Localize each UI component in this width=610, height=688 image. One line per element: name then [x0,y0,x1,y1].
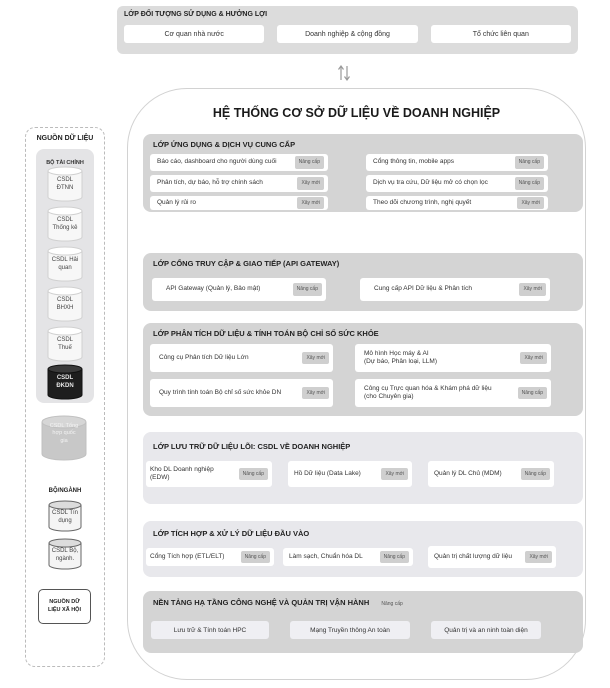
platform-item-network: Mạng Truyền thông An toàn [290,621,410,639]
integration-layer [143,521,583,577]
app-item-label: Theo dõi chương trình, nghị quyết [373,198,472,206]
analytics-layer-title: LỚP PHÂN TÍCH DỮ LIỆU & TÍNH TOÁN BỘ CHỈ SỐ SỨC KHỎE [153,329,379,338]
storage-layer [143,432,583,504]
db-label-line2: ĐTNN [56,185,74,192]
db-label-line1: CSDL [56,337,73,343]
highlighted-db-cylinder [47,364,83,400]
upgrade-badge: Nâng cấp [295,156,324,168]
finance-db-cylinder [47,206,83,242]
gateway-item-label: Cung cấp API Dữ liệu & Phân tích [374,285,472,293]
integration-item-label: Làm sạch, Chuẩn hóa DL [289,552,363,560]
storage-item [146,461,272,487]
analytics-item-label: Công cụ Trực quan hóa & Khám phá dữ liệu [364,384,492,392]
social-data-source [38,589,91,624]
db-label-line2: Thống kê [52,225,78,232]
app-item-label: Phân tích, dự báo, hỗ trợ chính sách [157,179,263,187]
platform-layer-title [153,598,403,607]
upgrade-badge: Nâng cấp [521,468,550,480]
platform-layer-title-text: NỀN TẢNG HẠ TẦNG CÔNG NGHỆ VÀ QUẢN TRỊ VẬN HÀNH [153,598,370,607]
platform-layer [143,591,583,653]
beneficiary-layer [117,6,578,54]
app-item [366,154,548,171]
new-badge: Xây mới [520,352,547,364]
db-label-line1: CSDL [56,177,73,183]
db-label [47,256,83,272]
upgrade-badge: Nâng cấp [381,601,403,607]
analytics-item-sublabel: (Dự báo, Phân loại, LLM) [364,358,437,365]
analytics-item-label: Quy trình tính toán Bộ chỉ số sức khỏe DN [159,388,282,396]
storage-item-label-group [150,466,236,482]
db-label [48,547,82,563]
db-label-line2: Thuế [58,345,72,352]
upgrade-badge: Nâng cấp [518,387,547,399]
db-label [48,509,82,525]
data-sources-title: NGUỒN DỮ LIỆU [36,135,94,142]
db-label-line1: CSDL [56,297,73,303]
app-item [366,175,548,192]
db-label-line2: dụng [58,518,72,525]
app-item-label: Cổng thông tin, mobile apps [373,158,454,166]
integration-item-label: Quản trị chất lượng dữ liệu [434,552,513,560]
app-item-label: Dịch vụ tra cứu, Dữ liệu mở có chọn lọc [373,179,488,187]
app-item [150,175,328,192]
gateway-item-label: API Gateway (Quản lý, Bảo mật) [166,285,261,293]
db-label-line2: BHXH [56,305,74,312]
db-label-line1: CSDL [56,375,74,381]
sectors-title: BỘ/NGÀNH [48,488,82,494]
analytics-item-label: Mô hình Học máy & AI [364,349,429,357]
upgrade-badge: Nâng cấp [515,156,544,168]
ministry-finance-title: BỘ TÀI CHÍNH [46,160,84,166]
db-label [47,336,83,352]
sector-db-cylinder [48,538,82,570]
beneficiary-organizations: Tổ chức liên quan [431,25,571,43]
platform-item-hpc: Lưu trữ & Tính toán HPC [151,621,269,639]
db-label [47,296,83,312]
system-title: HỆ THỐNG CƠ SỞ DỮ LIỆU VỀ DOANH NGHIỆP [212,106,501,120]
upgrade-badge: Nâng cấp [293,283,322,295]
platform-item-security: Quản trị và an ninh toàn diện [431,621,541,639]
integration-item [146,548,274,566]
national-db-line2: hợp quốc [52,430,76,437]
new-badge: Xây mới [302,387,329,399]
social-data-label [48,599,81,614]
new-badge: Xây mới [519,283,546,295]
beneficiary-businesses: Doanh nghiệp & cộng đồng [277,25,417,43]
integration-item-label: Cổng Tích hợp (ETL/ELT) [150,552,225,560]
analytics-item-label-group [364,385,515,401]
db-label [47,176,83,192]
new-badge: Xây mới [525,551,552,563]
new-badge: Xây mới [297,197,324,209]
national-db-label [41,423,87,445]
beneficiary-layer-title: LỚP ĐỐI TƯỢNG SỬ DỤNG & HƯỞNG LỢI [124,11,268,18]
integration-item [428,546,556,568]
upgrade-badge: Nâng cấp [241,551,270,563]
db-label-line1: CSDL [56,217,73,223]
analytics-item [355,344,551,372]
gateway-item [360,278,550,301]
analytics-item [150,379,333,407]
sector-db-cylinder [48,500,82,532]
db-label-line1: CSDL Tín [51,510,78,516]
national-db-cylinder [41,415,87,461]
new-badge: Xây mới [302,352,329,364]
db-label-line1: CSDL Hải [51,257,79,263]
app-item [150,154,328,171]
beneficiary-state-agencies: Cơ quan nhà nước [124,25,264,43]
analytics-item-label: Công cụ Phân tích Dữ liệu Lớn [159,353,249,361]
social-line2: LIỆU XÃ HỘI [47,606,81,613]
db-label [47,374,83,390]
storage-item-label: Kho DL Doanh nghiệp [150,465,214,473]
gateway-item [152,278,326,301]
new-badge: Xây mới [297,177,324,189]
app-layer [143,134,583,212]
db-label-line2: ngành. [55,556,75,563]
db-label-line2: quan [58,265,72,272]
national-db-line1: CSDL Tổng [49,423,79,429]
storage-item [428,461,554,487]
storage-item [288,461,412,487]
bidirectional-arrow-icon [334,63,354,83]
storage-item-label: Hồ Dữ liệu (Data Lake) [294,469,361,477]
upgrade-badge: Nâng cấp [380,551,409,563]
new-badge: Xây mới [381,468,408,480]
storage-item-label: Quản lý DL Chủ (MDM) [434,469,502,477]
app-item [150,196,328,210]
social-line1: NGUỒN DỮ [49,599,80,606]
app-item-label: Quản lý rủi ro [157,198,197,206]
app-item-label: Báo cáo, dashboard cho người dùng cuối [157,158,277,166]
integration-layer-title: LỚP TÍCH HỢP & XỬ LÝ DỮ LIỆU ĐẦU VÀO [153,529,310,538]
db-label-line2: ĐKDN [56,383,74,390]
gateway-layer-title: LỚP CỔNG TRUY CẬP & GIAO TIẾP (API GATEWAY) [153,259,340,268]
new-badge: Xây mới [517,197,544,209]
analytics-item [150,344,333,372]
storage-item-sublabel: (EDW) [150,474,170,481]
analytics-item [355,379,551,407]
finance-db-cylinder [47,246,83,282]
finance-db-cylinder [47,326,83,362]
app-item [366,196,548,210]
integration-item [283,548,413,566]
gateway-layer [143,253,583,311]
db-label [47,216,83,232]
finance-db-cylinder [47,166,83,202]
analytics-layer [143,323,583,416]
analytics-item-label-group [364,350,517,366]
upgrade-badge: Nâng cấp [515,177,544,189]
national-db-line3: gia [60,437,68,444]
storage-layer-title: LỚP LƯU TRỮ DỮ LIỆU LÕI: CSDL VỀ DOANH NGHIỆP [153,442,351,451]
db-label-line1: CSDL Bộ, [51,548,79,554]
finance-db-cylinder [47,286,83,322]
analytics-item-sublabel: (cho Chuyên gia) [364,393,414,400]
app-layer-title: LỚP ỨNG DỤNG & DỊCH VỤ CUNG CẤP [153,140,296,149]
upgrade-badge: Nâng cấp [239,468,268,480]
